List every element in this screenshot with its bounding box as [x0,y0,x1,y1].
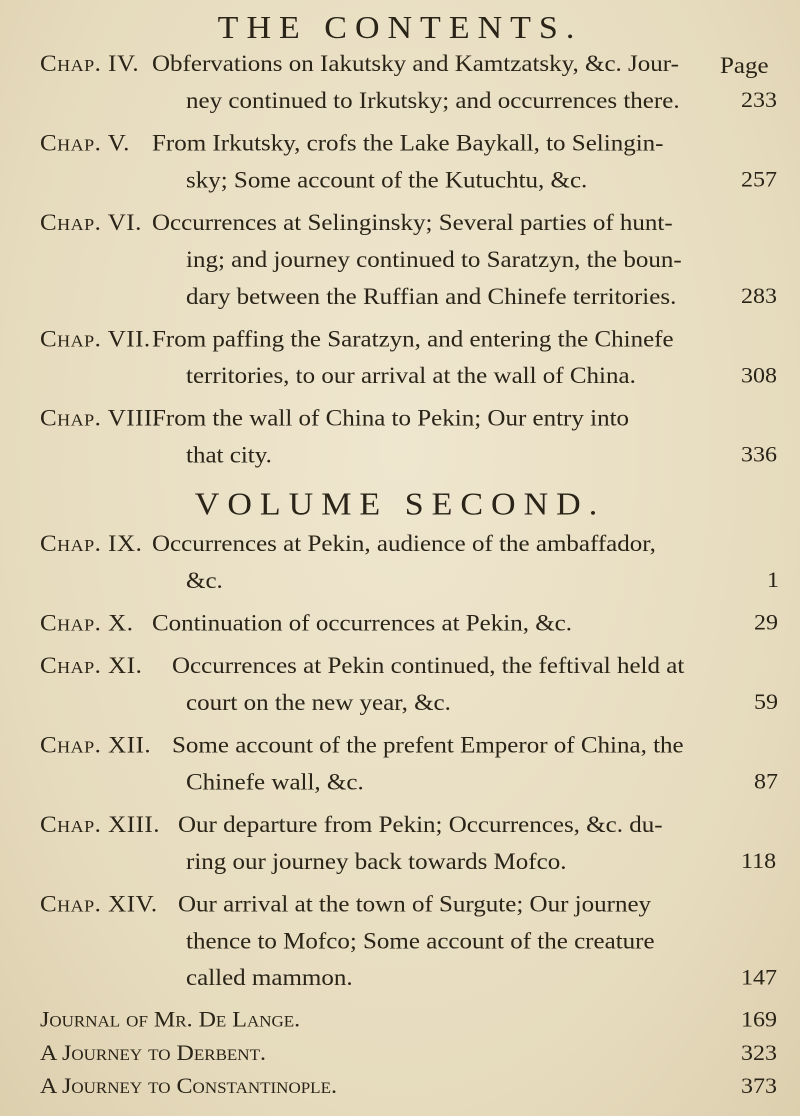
page-number: 1 [767,568,779,593]
entry-text-line: ney continued to Irkutsky; and occurrences there. [186,88,680,114]
entry-text-line: territories, to our arrival at the wall of China. [186,363,636,389]
entry-text-line: court on the new year, &c. [186,690,451,716]
entry-text-line: Our departure from Pekin; Occurrences, &c. du- [178,812,663,838]
entry-text-line: that city. [186,443,272,469]
page-number: 87 [754,770,778,795]
page-number: 283 [741,284,777,309]
page-number: 308 [741,363,777,388]
entry-text-line: Some account of the prefent Emperor of China, the [172,733,684,759]
appendix-title: A Journey to Derbent. [40,1041,266,1066]
entry-text-line: From the wall of China to Pekin; Our entry into [152,406,630,432]
entry-text-line: Our arrival at the town of Surgute; Our journey [178,891,652,917]
appendix-title: Journal of Mr. De Lange. [40,1008,301,1033]
entry-text-line: From Irkutsky, crofs the Lake Baykall, to Selingin- [152,131,664,157]
entry-text-line: thence to Mofco; Some account of the creature [186,928,655,954]
chapter-label: Chap. V. [40,131,130,157]
entry-text-line: ing; and journey continued to Saratzyn, the boun- [186,247,682,273]
entry-text-line: From paffing the Saratzyn, and entering the Chinefe [152,326,674,352]
chapter-label: Chap. IX. [40,531,143,557]
page-number: 59 [754,690,778,715]
entry-text-line: Occurrences at Selinginsky; Several parties of hunt- [152,210,673,236]
volume-heading: VOLUME SECOND. [194,487,606,522]
chapter-label: Chap. VII. [40,326,151,352]
entry-text-line: ring our journey back towards Mofco. [186,849,567,875]
entry-text-line: Chinefe wall, &c. [186,770,364,795]
chapter-label: Chap. XI. [40,653,143,679]
page-header: THE CONTENTS. [217,11,583,46]
page-number: 147 [741,965,777,990]
chapter-label: Chap. VIII. [40,406,160,432]
entry-text-line: dary between the Ruffian and Chinefe territories. [186,284,677,310]
entry-text-line: Obfervations on Iakutsky and Kamtzatsky, &c. Jour- [152,51,679,77]
entry-text-line: sky; Some account of the Kutuchtu, &c. [186,168,588,193]
chapter-label: Chap. IV. [40,51,140,77]
appendix-title: A Journey to Constantinople. [40,1074,337,1099]
entry-text-line: Occurrences at Pekin continued, the feftival held at [172,653,685,679]
chapter-label: Chap. X. [40,611,134,637]
page-number: 323 [741,1041,777,1066]
chapter-label: Chap. XIII. [40,812,160,838]
page-number: 118 [741,849,777,874]
entry-text-line: Continuation of occurrences at Pekin, &c. [152,611,573,637]
entry-text-line: Occurrences at Pekin, audience of the ambaffador, [152,531,656,557]
chapter-label: Chap. XII. [40,733,152,759]
page-number: 233 [741,88,777,113]
chapter-label: Chap. VI. [40,210,142,236]
page-number: 373 [741,1074,777,1099]
page-number: 169 [741,1008,777,1033]
page-number: 336 [741,443,777,468]
entry-text-line: &c. [186,568,223,594]
page-column-heading: Page [720,53,769,79]
entry-text-line: called mammon. [186,965,353,991]
page-number: 29 [754,611,778,636]
chapter-label: Chap. XIV. [40,891,158,917]
page-number: 257 [741,168,777,193]
